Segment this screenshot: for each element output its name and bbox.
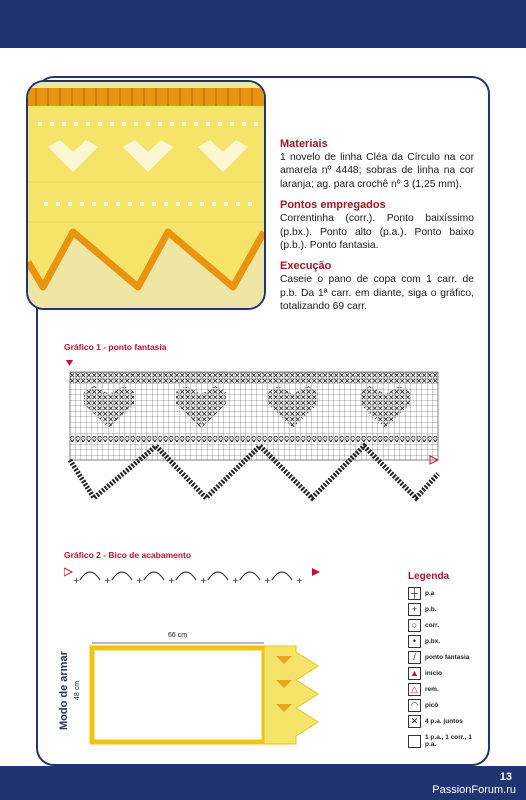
svg-text:+: + [200,576,207,585]
legend-item: / ponto fantasia [408,650,469,664]
legend-item: 1 p.a., 1 corr., 1 p.a. [408,732,473,750]
page-number: 13 [499,771,512,783]
assembly-title: Modo de armar [58,651,70,730]
legend-item: △ rem. [408,682,439,696]
stitches-text: Correntinha (corr.). Ponto baixíssimo (p.bx.). Ponto alto (p.a.). Ponto baixo (p.b.). Ponto fantasia. [280,213,474,252]
chart2-start-icon [64,568,72,576]
stitch-symbol-icon: / [408,651,421,664]
legend-item: • p.bx. [408,634,440,648]
chart1-diagram [64,356,444,506]
start-marker-icon [66,360,73,366]
assembly-diagram [86,640,336,750]
stitch-symbol-icon: △ [408,683,421,696]
chart2-title: Gráfico 2 - Bico de acabamento [64,550,192,560]
svg-text:+: + [73,576,80,585]
svg-text:+: + [232,576,239,585]
instructions-block [280,138,474,322]
stitch-symbol-icon: + [408,603,421,616]
legend-item: + p.b. [408,602,437,616]
materials-heading: Materiais [280,138,328,150]
legend-item: ○ corr. [408,618,439,632]
stitch-symbol-icon: ✕ [408,715,421,728]
crochet-photo [26,80,266,310]
legend-item: ▲ início [408,666,442,680]
stitches-heading: Pontos empregados [280,199,386,212]
width-label: 66 cm [168,632,188,639]
legend-title: Legenda [408,571,450,582]
legend-item: ✕ 4 p.a. juntos [408,714,463,728]
svg-text:+: + [136,576,143,585]
legend-item: ◠ picô [408,698,438,712]
svg-text:+: + [264,576,271,585]
header-bar [0,0,526,48]
stitch-symbol-icon: ▲ [408,667,421,680]
stitch-symbol-icon: ◠ [408,699,421,712]
legend-item: ┼ p.a [408,586,434,600]
stitch-symbol-icon [408,735,421,748]
chart1-title: Gráfico 1 - ponto fantasia [64,342,167,352]
crochet-photo-drawing [28,82,264,308]
svg-text:+: + [296,576,303,585]
stitch-symbol-icon: ┼ [408,587,421,600]
height-label: 48 cm [74,680,81,700]
chart2-diagram [64,562,326,586]
site-credit: PassionForum.ru [432,784,516,796]
stitch-symbol-icon: ○ [408,619,421,632]
materials-text: 1 novelo de linha Cléa da Círculo na cor amarela nº 4448; sobras de linha na cor laranja; ag. para crochê nº 3 (1,25 mm). [280,152,474,190]
execution-text: Caseie o pano de copa com 1 carr. de p.b. Da 1ª carr. em diante, siga o gráfico, totalizando 69 carr. [280,274,474,313]
svg-text:+: + [168,576,175,585]
execution-heading: Execução [280,260,332,273]
stitch-symbol-icon: • [408,635,421,648]
svg-text:+: + [104,576,111,585]
chart2-end-icon [312,568,320,576]
